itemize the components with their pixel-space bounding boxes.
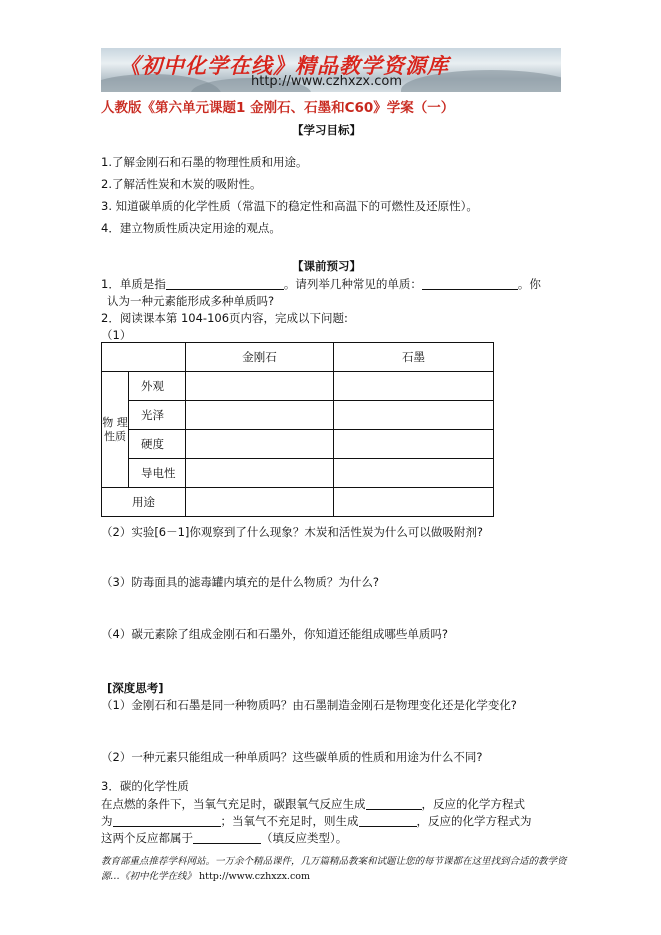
row-label-uses: 用途 <box>102 488 186 517</box>
chem-line-2-a: 为 <box>101 814 113 828</box>
preview-q1 <box>101 276 541 292</box>
chem-line-1 <box>101 796 525 812</box>
row-label-conductivity: 导电性 <box>129 459 186 488</box>
table-cell[interactable] <box>334 488 494 517</box>
footer-note <box>101 854 571 884</box>
row-label-appearance: 外观 <box>129 372 186 401</box>
row-label-luster: 光泽 <box>129 401 186 430</box>
answer-blank[interactable] <box>359 814 417 827</box>
footer-url[interactable]: http://www.czhxzx.com <box>199 871 311 882</box>
preview-sub4: （4）碳元素除了组成金刚石和石墨外，你知道还能组成哪些单质吗? <box>101 627 448 641</box>
answer-blank[interactable] <box>366 797 422 810</box>
header-graphite: 石墨 <box>334 343 494 372</box>
banner-title: 《初中化学在线》精品教学资源库 <box>119 53 449 78</box>
chem-line-3 <box>101 830 347 846</box>
deep-heading: [深度思考] <box>107 681 164 695</box>
chem-heading: 3．碳的化学性质 <box>101 779 189 793</box>
deep-q1: （1）金刚石和石墨是同一种物质吗？由石墨制造金刚石是物理变化还是化学变化? <box>101 698 517 712</box>
banner-url[interactable]: http://www.czhxzx.com <box>251 74 402 89</box>
chem-line-3-b: （填反应类型）。 <box>261 831 348 845</box>
chem-line-2-c: ，反应的化学方程式为 <box>416 814 532 828</box>
chem-line-3-a: 这两个反应都属于 <box>101 831 193 845</box>
preview-q1-text-c: 。你 <box>517 277 541 291</box>
preview-q1-cont: 认为一种元素能形成多种单质吗? <box>107 294 275 308</box>
table-cell[interactable] <box>334 372 494 401</box>
table-cell[interactable] <box>186 372 334 401</box>
preview-sub1: （1） <box>101 328 132 342</box>
preview-sub2: （2）实验[6－1]你观察到了什么现象？木炭和活性炭为什么可以做吸附剂? <box>101 525 484 539</box>
document-title-text: 人教版《第六单元课题1 金刚石、石墨和C60》学案（一） <box>101 100 455 116</box>
header-diamond: 金刚石 <box>186 343 334 372</box>
preview-sub3: （3）防毒面具的滤毒罐内填充的是什么物质？为什么? <box>101 575 379 589</box>
table-cell[interactable] <box>186 401 334 430</box>
deep-q2: （2）一种元素只能组成一种单质吗？这些碳单质的性质和用途为什么不同? <box>101 750 483 764</box>
goal-item-3: 3. 知道碳单质的化学性质（常温下的稳定性和高温下的可燃性及还原性）。 <box>101 199 478 213</box>
table-cell[interactable] <box>334 459 494 488</box>
answer-blank[interactable] <box>166 277 284 290</box>
properties-table <box>101 342 494 517</box>
footer-text: 教育部重点推荐学科网站。一万余个精品课件，几万篇精品教案和试题让您的每节课都在这里找到合适的教学资源…《初中化学在线》 <box>101 856 567 882</box>
table-cell[interactable] <box>186 430 334 459</box>
group-physical-properties: 物 理 性质 <box>102 372 129 488</box>
preview-q1-text-b: 。请列举几种常见的单质： <box>283 277 422 291</box>
chem-line-2 <box>101 813 532 829</box>
preview-heading: 【课前预习】 <box>292 259 361 273</box>
preview-q2: 2．阅读课本第 104-106页内容，完成以下问题: <box>101 311 348 325</box>
chem-line-2-b: ；当氧气不充足时，则生成 <box>220 814 359 828</box>
goal-item-4: 4．建立物质性质决定用途的观点。 <box>101 221 281 235</box>
chem-line-1-b: ，反应的化学方程式 <box>421 797 525 811</box>
table-cell[interactable] <box>186 488 334 517</box>
chem-line-1-a: 在点燃的条件下，当氧气充足时，碳跟氧气反应生成 <box>101 797 366 811</box>
table-cell[interactable] <box>334 401 494 430</box>
table-corner <box>102 343 186 372</box>
goal-item-1: 1.了解金刚石和石墨的物理性质和用途。 <box>101 155 308 169</box>
row-label-hardness: 硬度 <box>129 430 186 459</box>
table-cell[interactable] <box>186 459 334 488</box>
preview-q1-text-a: 1．单质是指 <box>101 277 166 291</box>
answer-blank[interactable] <box>422 277 518 290</box>
answer-blank[interactable] <box>193 831 261 844</box>
goal-item-2: 2.了解活性炭和木炭的吸附性。 <box>101 177 262 191</box>
answer-blank[interactable] <box>113 814 221 827</box>
banner <box>101 48 561 92</box>
goals-heading: 【学习目标】 <box>292 123 361 137</box>
document-title <box>101 96 454 116</box>
table-cell[interactable] <box>334 430 494 459</box>
